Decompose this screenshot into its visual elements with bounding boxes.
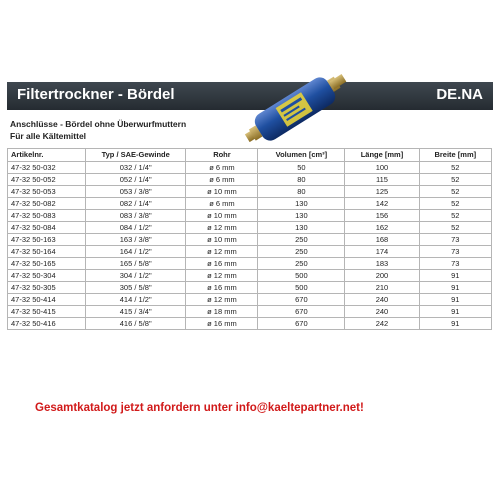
cell-pipe-size: ø 6 mm [186, 198, 258, 210]
cell-type-thread: 053 / 3/8" [85, 186, 185, 198]
cell-length: 242 [345, 318, 419, 330]
cell-type-thread: 052 / 1/4" [85, 174, 185, 186]
cell-article-number: 47-32 50-083 [8, 210, 86, 222]
cell-type-thread: 083 / 3/8" [85, 210, 185, 222]
cell-type-thread: 305 / 5/8" [85, 282, 185, 294]
cell-length: 210 [345, 282, 419, 294]
cell-article-number: 47-32 50-053 [8, 186, 86, 198]
cell-width: 52 [419, 198, 491, 210]
cell-length: 168 [345, 234, 419, 246]
col-header-pipe: Rohr [186, 149, 258, 162]
cell-volume: 670 [258, 306, 345, 318]
cell-volume: 250 [258, 246, 345, 258]
cell-type-thread: 415 / 3/4" [85, 306, 185, 318]
table-row [8, 162, 492, 174]
cell-volume: 130 [258, 222, 345, 234]
brand-label: DE.NA [436, 86, 483, 103]
cell-width: 91 [419, 306, 491, 318]
cell-length: 156 [345, 210, 419, 222]
cell-width: 91 [419, 270, 491, 282]
cell-pipe-size: ø 16 mm [186, 318, 258, 330]
col-header-length: Länge [mm] [345, 149, 419, 162]
table-row [8, 198, 492, 210]
cell-width: 91 [419, 294, 491, 306]
cell-type-thread: 082 / 1/4" [85, 198, 185, 210]
cell-length: 240 [345, 294, 419, 306]
cell-volume: 130 [258, 198, 345, 210]
cell-article-number: 47-32 50-084 [8, 222, 86, 234]
cell-volume: 80 [258, 186, 345, 198]
cell-pipe-size: ø 16 mm [186, 258, 258, 270]
table-row [8, 186, 492, 198]
cell-length: 115 [345, 174, 419, 186]
cell-volume: 670 [258, 294, 345, 306]
cell-length: 125 [345, 186, 419, 198]
cell-width: 73 [419, 258, 491, 270]
table-row [8, 282, 492, 294]
cell-article-number: 47-32 50-163 [8, 234, 86, 246]
cell-volume: 500 [258, 270, 345, 282]
cell-article-number: 47-32 50-052 [8, 174, 86, 186]
cell-type-thread: 164 / 1/2" [85, 246, 185, 258]
filter-drier-image [235, 64, 355, 154]
table-row [8, 294, 492, 306]
col-header-article: Artikelnr. [8, 149, 86, 162]
cell-type-thread: 084 / 1/2" [85, 222, 185, 234]
cell-pipe-size: ø 18 mm [186, 306, 258, 318]
col-header-width: Breite [mm] [419, 149, 491, 162]
cell-width: 73 [419, 234, 491, 246]
cell-type-thread: 165 / 5/8" [85, 258, 185, 270]
cell-width: 91 [419, 282, 491, 294]
cell-article-number: 47-32 50-305 [8, 282, 86, 294]
cell-article-number: 47-32 50-164 [8, 246, 86, 258]
cell-volume: 250 [258, 258, 345, 270]
table-row [8, 246, 492, 258]
cell-length: 200 [345, 270, 419, 282]
cell-pipe-size: ø 6 mm [186, 174, 258, 186]
cell-volume: 80 [258, 174, 345, 186]
cell-volume: 130 [258, 210, 345, 222]
page-title: Filtertrockner - Bördel [17, 86, 175, 103]
cell-length: 162 [345, 222, 419, 234]
cell-volume: 500 [258, 282, 345, 294]
cell-pipe-size: ø 12 mm [186, 246, 258, 258]
cell-width: 91 [419, 318, 491, 330]
cell-volume: 50 [258, 162, 345, 174]
cell-pipe-size: ø 12 mm [186, 294, 258, 306]
table-row [8, 174, 492, 186]
cell-type-thread: 163 / 3/8" [85, 234, 185, 246]
cell-pipe-size: ø 12 mm [186, 270, 258, 282]
cell-pipe-size: ø 10 mm [186, 210, 258, 222]
cell-length: 240 [345, 306, 419, 318]
cell-article-number: 47-32 50-165 [8, 258, 86, 270]
cell-article-number: 47-32 50-082 [8, 198, 86, 210]
table-row [8, 306, 492, 318]
cell-article-number: 47-32 50-414 [8, 294, 86, 306]
table-row [8, 318, 492, 330]
connection-note: Anschlüsse - Bördel ohne Überwurfmuttern [10, 119, 187, 129]
table-row [8, 234, 492, 246]
cell-width: 52 [419, 174, 491, 186]
cell-length: 183 [345, 258, 419, 270]
catalog-request-text: Gesamtkatalog jetzt anfordern unter info@kaeltepartner.net! [35, 402, 364, 414]
cell-article-number: 47-32 50-415 [8, 306, 86, 318]
table-header-row [8, 149, 492, 162]
cell-width: 52 [419, 186, 491, 198]
cell-type-thread: 414 / 1/2" [85, 294, 185, 306]
cell-type-thread: 304 / 1/2" [85, 270, 185, 282]
cell-type-thread: 416 / 5/8" [85, 318, 185, 330]
refrigerant-note: Für alle Kältemittel [10, 131, 87, 141]
table-row [8, 210, 492, 222]
cell-width: 52 [419, 222, 491, 234]
spec-table [7, 148, 492, 330]
cell-width: 52 [419, 162, 491, 174]
cell-article-number: 47-32 50-416 [8, 318, 86, 330]
table-row [8, 222, 492, 234]
cell-pipe-size: ø 16 mm [186, 282, 258, 294]
cell-volume: 250 [258, 234, 345, 246]
cell-pipe-size: ø 10 mm [186, 234, 258, 246]
cell-length: 142 [345, 198, 419, 210]
cell-type-thread: 032 / 1/4" [85, 162, 185, 174]
col-header-type: Typ / SAE-Gewinde [85, 149, 185, 162]
cell-length: 100 [345, 162, 419, 174]
cell-length: 174 [345, 246, 419, 258]
cell-article-number: 47-32 50-304 [8, 270, 86, 282]
col-header-volume: Volumen [cm³] [258, 149, 345, 162]
cell-volume: 670 [258, 318, 345, 330]
cell-width: 52 [419, 210, 491, 222]
table-row [8, 258, 492, 270]
cell-width: 73 [419, 246, 491, 258]
cell-pipe-size: ø 12 mm [186, 222, 258, 234]
cell-pipe-size: ø 10 mm [186, 186, 258, 198]
table-row [8, 270, 492, 282]
cell-pipe-size: ø 6 mm [186, 162, 258, 174]
cell-article-number: 47-32 50-032 [8, 162, 86, 174]
